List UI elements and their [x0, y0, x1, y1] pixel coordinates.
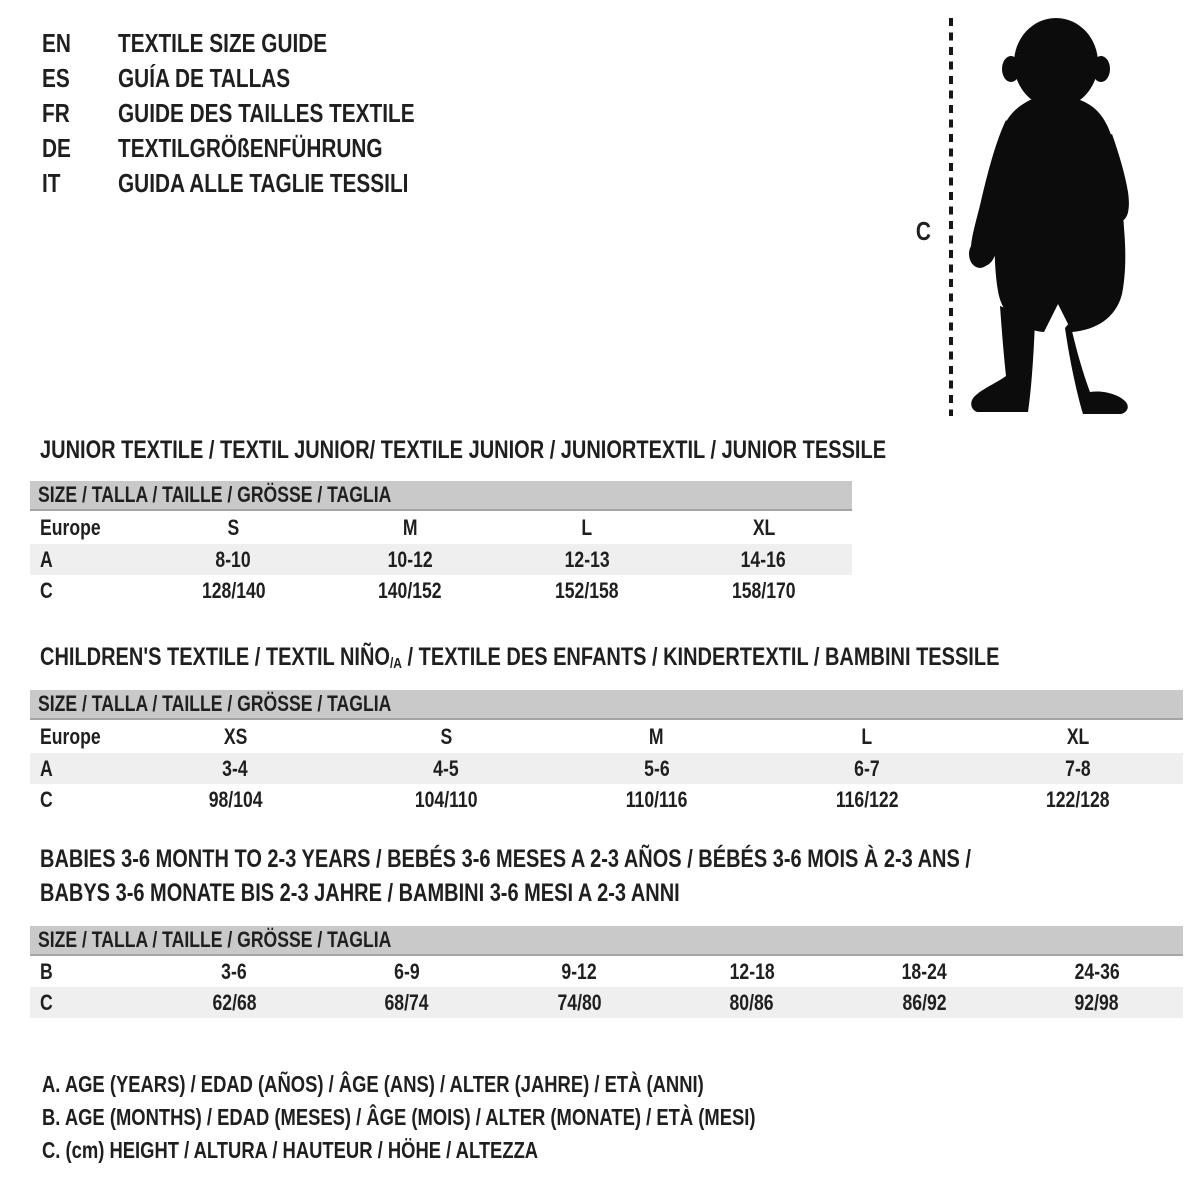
language-code: EN [42, 28, 71, 58]
table-cell: 116/122 [835, 786, 899, 812]
table-cell: 104/110 [414, 786, 478, 812]
table-cell: 62/68 [212, 989, 257, 1015]
table-cell: 128/140 [201, 577, 266, 603]
table-cell: 24-36 [1074, 958, 1120, 984]
legend-line-b: B. AGE (MONTHS) / EDAD (MESES) / ÂGE (MOIS) / ALTER (MONATE) / ETÀ (MESI) [42, 1104, 756, 1130]
babies-section-title-line1: BABIES 3-6 MONTH TO 2-3 YEARS / BEBÉS 3-6 MESES A 2-3 AÑOS / BÉBÉS 3-6 MOIS À 2-3 ANS / [40, 845, 971, 873]
table-cell: 9-12 [561, 958, 597, 984]
table-cell: 5-6 [643, 755, 670, 781]
language-code: FR [42, 98, 70, 128]
table-cell: 6-7 [854, 755, 880, 781]
table-cell: 158/170 [731, 577, 796, 603]
legend-line-a: A. AGE (YEARS) / EDAD (AÑOS) / ÂGE (ANS) / ALTER (JAHRE) / ETÀ (ANNI) [42, 1071, 704, 1097]
size-header-label: SIZE / TALLA / TAILLE / GRÖSSE / TAGLIA [38, 691, 392, 716]
size-column-label: M [402, 514, 418, 540]
table-cell: 140/152 [378, 577, 442, 603]
table-cell: 74/80 [557, 989, 602, 1015]
table-row [30, 544, 852, 575]
junior-size-table [30, 481, 852, 606]
table-cell: 80/86 [729, 989, 774, 1015]
row-label: C [40, 786, 53, 812]
babies-size-table [30, 926, 1183, 1018]
table-cell: 12-13 [564, 546, 610, 572]
table-cell: 12-18 [729, 958, 775, 984]
language-code: DE [42, 133, 71, 163]
junior-section-title: JUNIOR TEXTILE / TEXTIL JUNIOR/ TEXTILE JUNIOR / JUNIORTEXTIL / JUNIOR TESSILE [40, 436, 887, 464]
table-cell: 18-24 [901, 958, 947, 984]
row-label: A [40, 755, 53, 781]
height-measure-line [947, 16, 955, 418]
table-cell: 8-10 [215, 546, 251, 572]
language-guide-title: GUIDE DES TAILLES TEXTILE [118, 98, 415, 128]
table-cell: 6-9 [394, 958, 420, 984]
children-size-table [30, 690, 1183, 815]
size-column-label: S [440, 723, 452, 749]
table-row [30, 784, 1183, 815]
legend-line-c: C. (cm) HEIGHT / ALTURA / HAUTEUR / HÖHE / ALTEZZA [42, 1137, 539, 1163]
language-guide-title: GUÍA DE TALLAS [118, 63, 291, 93]
table-cell: 92/98 [1074, 989, 1119, 1015]
table-cell: 3-4 [222, 755, 249, 781]
language-code: ES [42, 63, 70, 93]
table-cell: 122/128 [1045, 786, 1110, 812]
height-measure-label: C [915, 216, 931, 246]
language-guide-title: TEXTILE SIZE GUIDE [118, 28, 328, 58]
table-cell: 4-5 [433, 755, 459, 781]
babies-section-title-line2: BABYS 3-6 MONATE BIS 2-3 JAHRE / BAMBINI 3-6 MESI A 2-3 ANNI [40, 879, 680, 907]
children-section-title: CHILDREN'S TEXTILE / TEXTIL $NIÑO_{/A}$ / TEXTILE DES ENFANTS / KINDERTEXTIL / BAMBINI TESSILE [40, 643, 1000, 672]
size-header-label: SIZE / TALLA / TAILLE / GRÖSSE / TAGLIA [38, 482, 392, 507]
size-header-bar [30, 481, 852, 510]
language-row [42, 96, 489, 131]
table-cell: 86/92 [902, 989, 947, 1015]
row-label: B [40, 958, 53, 984]
size-column-label: S [227, 514, 240, 540]
size-column-label: XL [1066, 723, 1089, 749]
language-row [42, 61, 489, 96]
language-list [42, 26, 489, 201]
table-cell: 152/158 [555, 577, 619, 603]
size-header-bar [30, 926, 1183, 955]
region-label: Europe [40, 514, 101, 540]
size-header-label: SIZE / TALLA / TAILLE / GRÖSSE / TAGLIA [38, 927, 392, 952]
language-row [42, 166, 489, 201]
region-label: Europe [40, 723, 101, 749]
table-row [30, 955, 1183, 987]
table-cell: 10-12 [387, 546, 433, 572]
size-column-label: XS [223, 723, 248, 749]
size-column-label: L [861, 723, 873, 749]
table-cell: 98/104 [208, 786, 263, 812]
language-code: IT [42, 168, 61, 198]
table-cell: 3-6 [221, 958, 247, 984]
table-cell: 68/74 [384, 989, 429, 1015]
toddler-silhouette-icon [966, 16, 1134, 418]
language-guide-title: GUIDA ALLE TAGLIE TESSILI [118, 168, 409, 198]
size-column-label: XL [752, 514, 775, 540]
nino-a-subscript: /A [389, 655, 402, 672]
language-row [42, 26, 489, 61]
column-header-row [30, 510, 852, 544]
language-guide-title: TEXTILGRÖßENFÜHRUNG [118, 133, 383, 163]
size-column-label: M [649, 723, 664, 749]
size-header-bar [30, 690, 1183, 719]
table-row [30, 987, 1183, 1018]
table-row [30, 575, 852, 606]
table-cell: 7-8 [1064, 755, 1091, 781]
row-label: C [40, 577, 53, 603]
column-header-row [30, 719, 1183, 753]
row-label: C [40, 989, 53, 1015]
row-label: A [40, 546, 53, 572]
table-row [30, 753, 1183, 784]
language-row [42, 131, 489, 166]
table-cell: 14-16 [741, 546, 787, 572]
size-column-label: L [581, 514, 593, 540]
table-cell: 110/116 [625, 786, 688, 812]
